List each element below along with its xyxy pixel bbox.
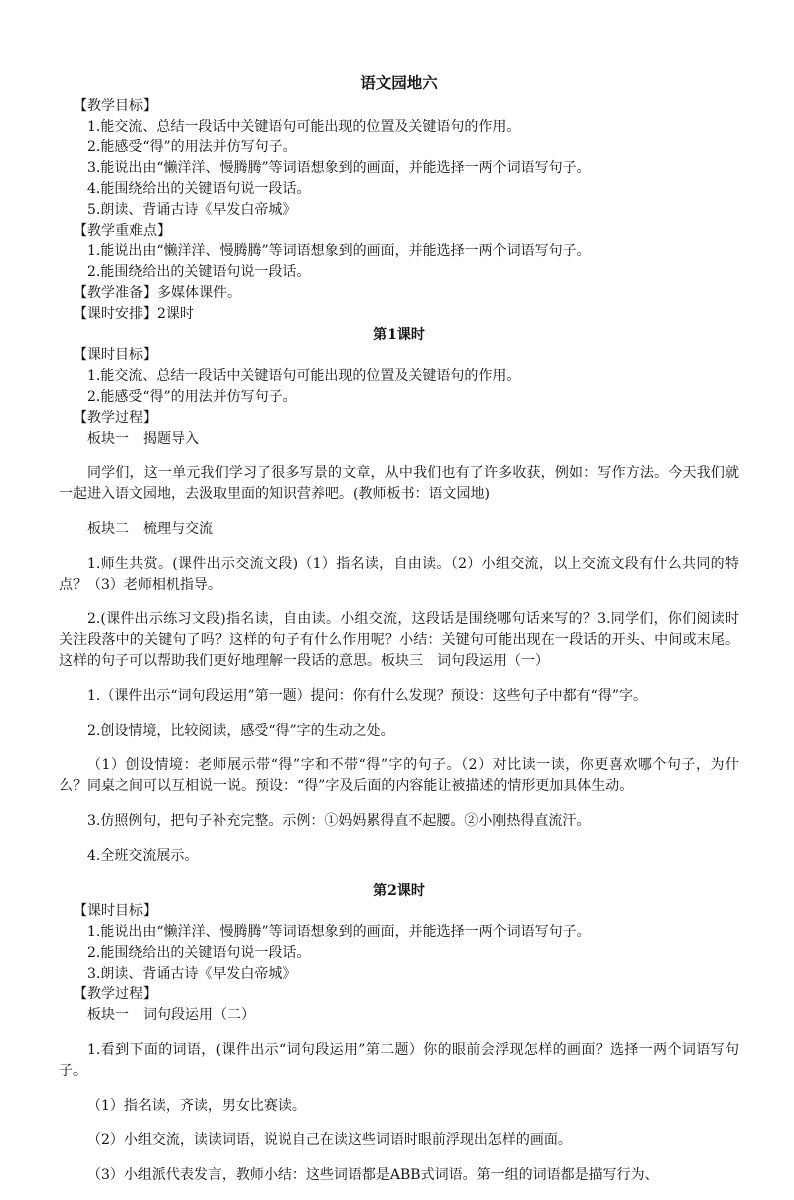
lesson1-paragraph: 4.全班交流展示。 xyxy=(87,847,199,864)
document-title: 语文园地六 xyxy=(360,73,438,92)
lesson2-subitem: （2）小组交流，读读词语，说说自己在读这些词语时眼前浮现出怎样的画面。 xyxy=(87,1132,572,1149)
lesson2-goal-item: 1.能说出由“懒洋洋、慢腾腾”等词语想象到的画面，并能选择一两个词语写句子。 xyxy=(87,924,591,941)
lesson2-subitem: （1）指名读，齐读，男女比赛读。 xyxy=(87,1097,306,1114)
lesson1-heading: 第1课时 xyxy=(373,326,425,343)
document-body xyxy=(59,73,739,1200)
lesson1-paragraph: 2.(课件出示练习文段)指名读，自由读。小组交流，这段话是围绕哪句话来写的？3.同学们，你们阅读时关注段落中的关键句了吗？这样的句子有什么作用呢？小结：关键句可能出现在一段话的开头、中间或末尾。这样的句子可以帮助我们更好地理解一段话的意思。板块三 词句段运用（一） xyxy=(59,611,739,669)
lesson2-process-heading: 【教学过程】 xyxy=(73,986,157,1003)
section-heading-goals: 【教学目标】 xyxy=(73,97,157,114)
goal-item: 3.能说出由“懒洋洋、慢腾腾”等词语想象到的画面，并能选择一两个词语写句子。 xyxy=(87,160,591,177)
keypoint-item: 2.能围绕给出的关键语句说一段话。 xyxy=(87,264,311,281)
lesson2-subitem: （3）小组派代表发言，教师小结：这些词语都是ABB式词语。第一组的词语都是描写行为、 xyxy=(87,1167,659,1184)
lesson2-goal-item: 3.朗读、背诵古诗《早发白帝城》 xyxy=(87,965,297,982)
lesson1-process-heading: 【教学过程】 xyxy=(73,409,157,426)
lesson2-paragraph: 1.看到下面的词语，(课件出示“词句段运用”第二题）你的眼前会浮现怎样的画面？选择一两个词语写句子。 xyxy=(59,1042,739,1079)
lesson1-paragraph: （1）创设情境：老师展示带“得”字和不带“得”字的句子。（2）对比读一读，你更喜欢哪个句子，为什么？同桌之间可以互相说一说。预设：“得”字及后面的内容能让被描述的情形更加具体生动。 xyxy=(59,757,739,795)
lesson1-block1-text: 同学们，这一单元我们学习了很多写景的文章，从中我们也有了许多收获，例如：写作方法。今天我们就一起进入语文园地，去汲取里面的知识营养吧。(教师板书：语文园地) xyxy=(59,465,739,503)
lesson2-heading: 第2课时 xyxy=(373,882,425,899)
lesson1-paragraph: 1.师生共赏。(课件出示交流文段)（1）指名读，自由读。（2）小组交流，以上交流文段有什么共同的特点？（3）老师相机指导。 xyxy=(59,555,739,593)
prep-line: 【教学准备】多媒体课件。 xyxy=(73,284,241,301)
lesson1-goal-item: 2.能感受“得”的用法并仿写句子。 xyxy=(87,388,297,405)
keypoint-item: 1.能说出由“懒洋洋、慢腾腾”等词语想象到的画面，并能选择一两个词语写句子。 xyxy=(87,243,591,260)
section-heading-keypoints: 【教学重难点】 xyxy=(73,222,171,239)
lesson1-block1-title: 板块一 揭题导入 xyxy=(87,430,199,447)
lesson1-paragraph: 1.（课件出示“词句段运用”第一题）提问：你有什么发现？预设：这些句子中都有“得”字。 xyxy=(87,687,647,704)
goal-item: 5.朗读、背诵古诗《早发白帝城》 xyxy=(87,201,297,218)
schedule-line: 【课时安排】2课时 xyxy=(73,305,194,322)
lesson1-paragraph: 2.创设情境，比较阅读，感受“得”字的生动之处。 xyxy=(87,722,395,739)
lesson1-goal-item: 1.能交流、总结一段话中关键语句可能出现的位置及关键语句的作用。 xyxy=(87,368,521,385)
lesson1-goals-heading: 【课时目标】 xyxy=(73,347,157,364)
lesson1-block2-title: 板块二 梳理与交流 xyxy=(87,520,213,537)
goal-item: 1.能交流、总结一段话中关键语句可能出现的位置及关键语句的作用。 xyxy=(87,118,521,135)
lesson2-goal-item: 2.能围绕给出的关键语句说一段话。 xyxy=(87,944,311,961)
lesson2-block1-title: 板块一 词句段运用（二） xyxy=(87,1007,255,1024)
goal-item: 2.能感受“得”的用法并仿写句子。 xyxy=(87,139,297,156)
lesson1-paragraph: 3.仿照例句，把句子补充完整。示例：①妈妈累得直不起腰。②小刚热得直流汗。 xyxy=(87,812,591,829)
goal-item: 4.能围绕给出的关键语句说一段话。 xyxy=(87,180,311,197)
lesson2-goals-heading: 【课时目标】 xyxy=(73,903,157,920)
